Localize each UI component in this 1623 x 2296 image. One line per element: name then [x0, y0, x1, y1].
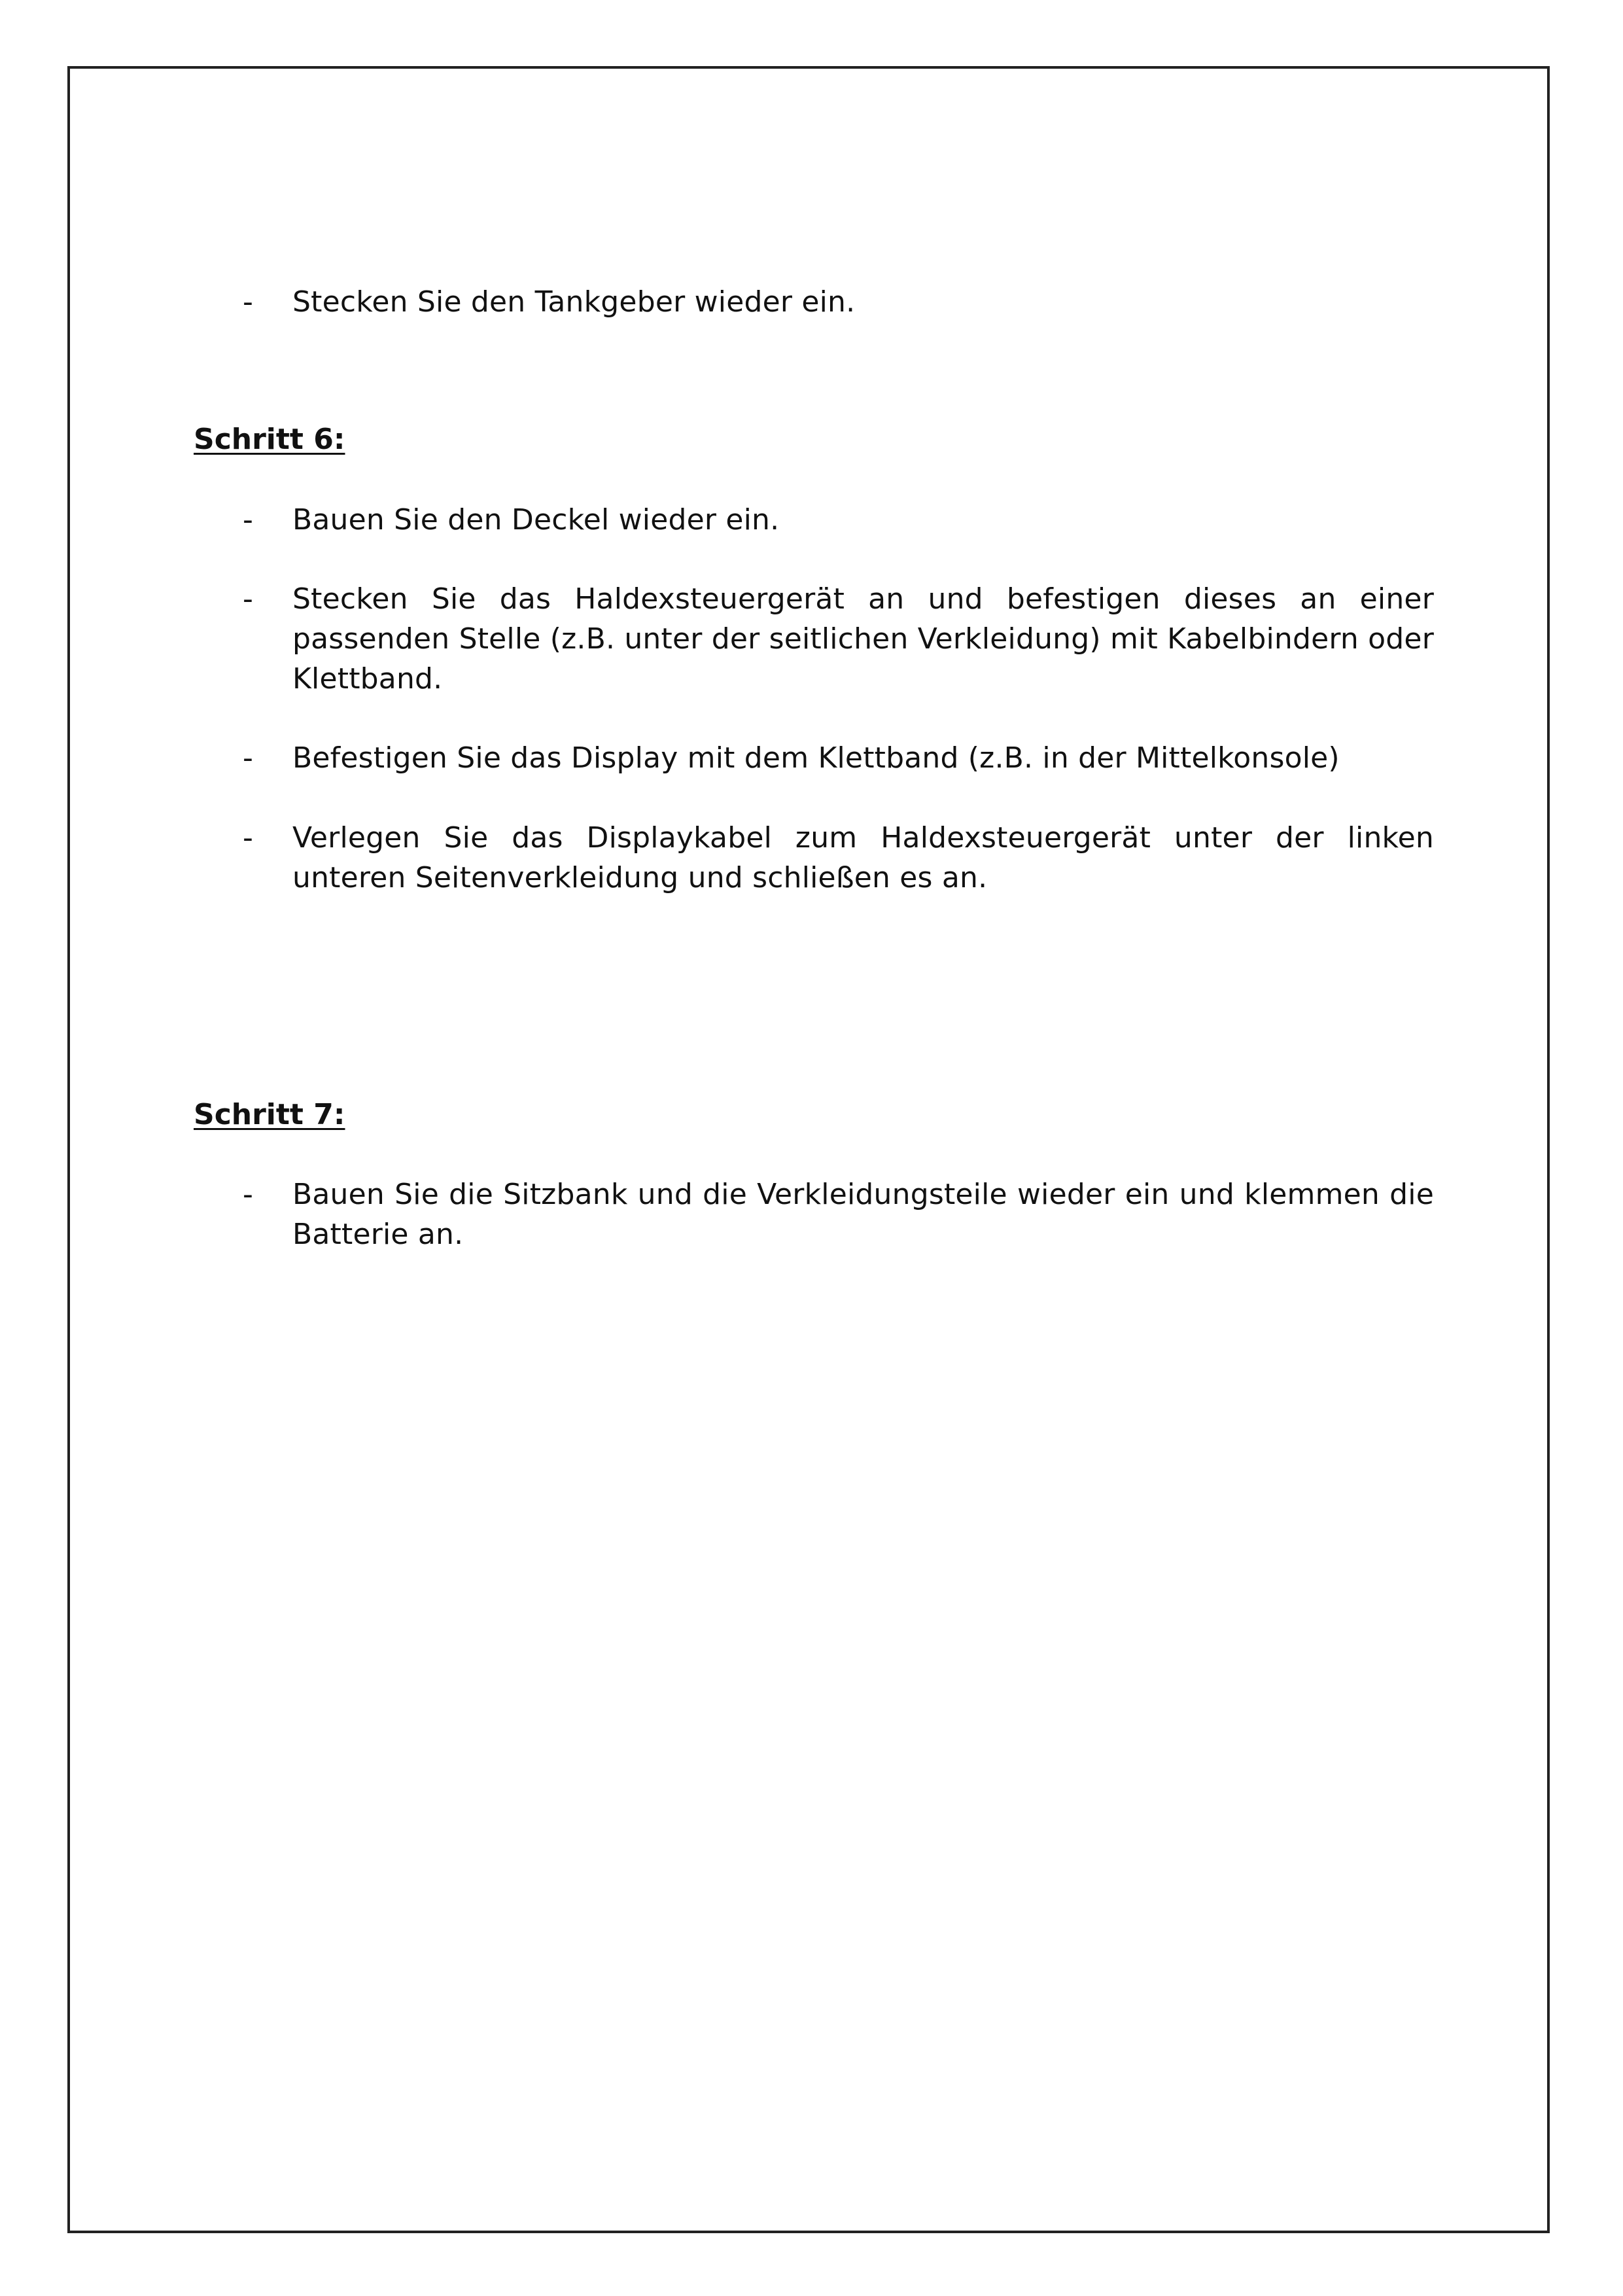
section-heading-schritt-7: Schritt 7: [194, 1098, 345, 1131]
bullet-text: Bauen Sie den Deckel wieder ein. [292, 503, 780, 537]
bullet-text: Befestigen Sie das Display mit dem Klettband (z.B. in der Mittelkonsole) [292, 741, 1340, 775]
section-heading-schritt-6: Schritt 6: [194, 423, 345, 456]
bullet-dash: - [243, 503, 253, 537]
bullet-text: Stecken Sie das Haldexsteuergerät an und befestigen dieses an einer passenden Stelle (z.B. unter der seitlichen Verkleidung) mit Kabelbindern oder Klettband. [292, 582, 1434, 696]
bullet-dash: - [243, 741, 253, 775]
bullet-text: Bauen Sie die Sitzbank und die Verkleidungsteile wieder ein und klemmen die Batterie an. [292, 1178, 1434, 1251]
page-border [67, 66, 1550, 2233]
bullet-dash: - [243, 1178, 253, 1211]
bullet-text: Stecken Sie den Tankgeber wieder ein. [292, 285, 856, 319]
bullet-dash: - [243, 821, 253, 855]
bullet-dash: - [243, 582, 253, 616]
bullet-dash: - [243, 285, 253, 319]
bullet-text: Verlegen Sie das Displaykabel zum Haldexsteuergerät unter der linken unteren Seitenverkleidung und schließen es an. [292, 821, 1434, 894]
